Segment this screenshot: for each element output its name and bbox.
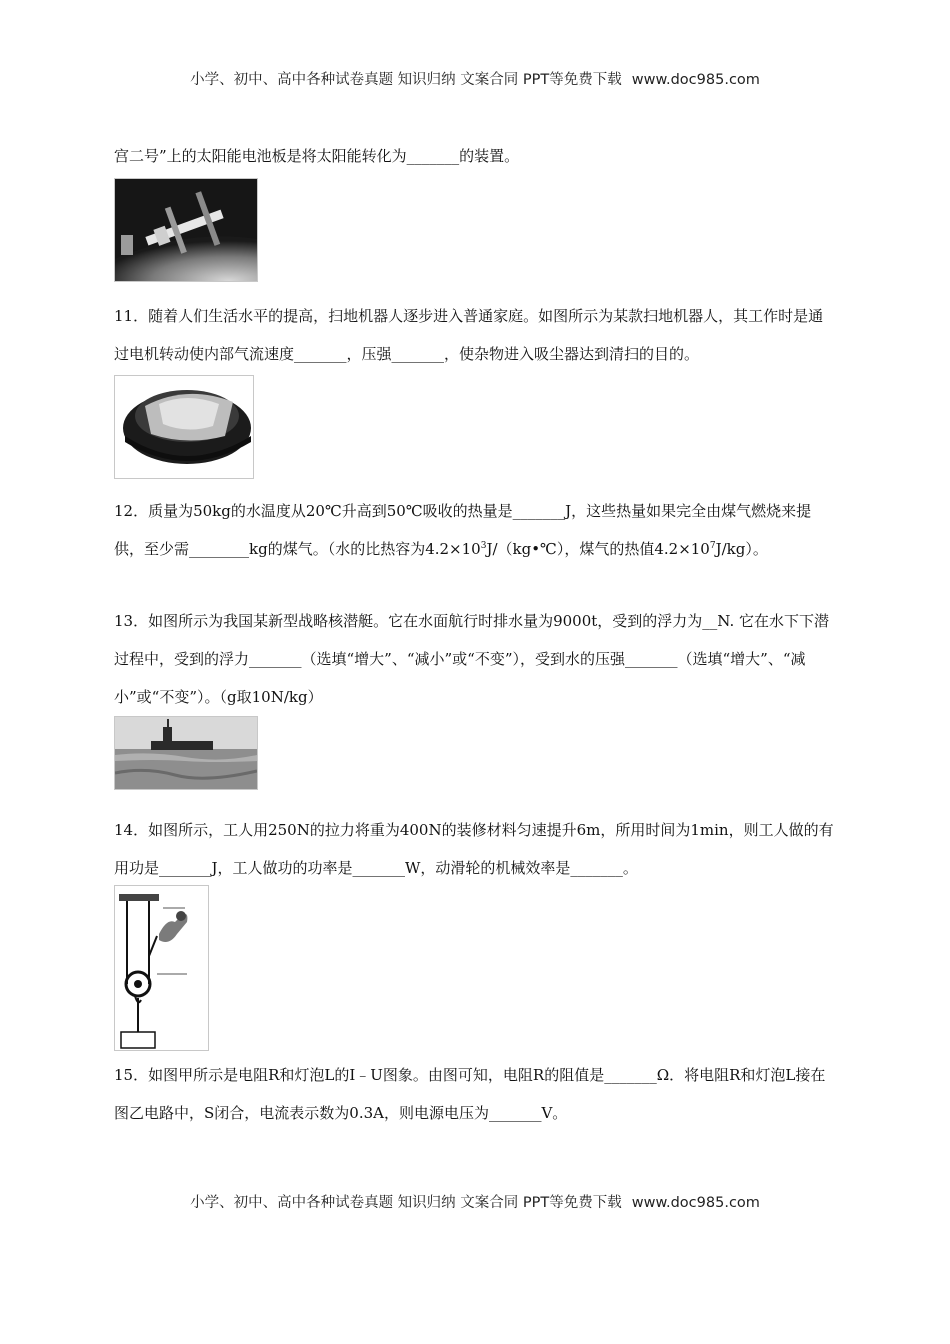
- question-14: 14．如图所示，工人用250N的拉力将重为400N的装修材料匀速提升6m，所用时间为1min，则工人做的有用功是_______J，工人做功的功率是_______W，动滑轮的机械效率是_______。: [114, 821, 834, 877]
- header-url[interactable]: www.doc985.com: [631, 72, 760, 88]
- submarine-image: [114, 716, 258, 790]
- q12-text-3: J/kg）。: [715, 540, 768, 558]
- header-text: 小学、初中、高中各种试卷真题 知识归纳 文案合同 PPT等免费下载: [190, 72, 622, 88]
- robot-vacuum-image: [114, 375, 254, 479]
- q12-text-2: J/（kg•℃），煤气的热值4.2×10: [486, 540, 710, 558]
- question-11: 11．随着人们生活水平的提高，扫地机器人逐步进入普通家庭。如图所示为某款扫地机器人，其工作时是通过电机转动使内部气流速度_______，压强_______，使杂物进入吸尘器达到清扫的目的。: [114, 307, 824, 363]
- q12-text-1: 12．质量为50kg的水温度从20℃升高到50℃吸收的热量是_______J，这些热量如果完全由煤气燃烧来提供，至少需________kg的煤气。（水的比热容为4.2×10: [114, 502, 812, 558]
- q12-exponent-2: 7: [709, 541, 716, 551]
- space-station-image: [114, 178, 258, 282]
- page-header: [0, 68, 950, 89]
- footer-url[interactable]: www.doc985.com: [631, 1195, 760, 1211]
- question-13: 13．如图所示为我国某新型战略核潜艇。它在水面航行时排水量为9000t，受到的浮力为__N. 它在水下下潜过程中，受到的浮力_______（选填“增大”、“减小”或“不变”），受到水的压强_______（选填“增大”、“减小”或“不变”）。（g取10N/kg）: [114, 612, 829, 706]
- footer-text: 小学、初中、高中各种试卷真题 知识归纳 文案合同 PPT等免费下载: [190, 1195, 622, 1211]
- question-10-tail: 宫二号”上的太阳能电池板是将太阳能转化为_______的装置。: [114, 147, 520, 165]
- question-15: 15．如图甲所示是电阻R和灯泡L的I﹣U图象。由图可知，电阻R的阻值是_______Ω．将电阻R和灯泡L接在图乙电路中，S闭合，电流表示数为0.3A，则电源电压为_______V。: [114, 1066, 826, 1122]
- pulley-image: [114, 885, 209, 1051]
- page-footer: [0, 1191, 950, 1212]
- question-12: [114, 492, 838, 568]
- q12-exponent-1: 3: [480, 541, 487, 551]
